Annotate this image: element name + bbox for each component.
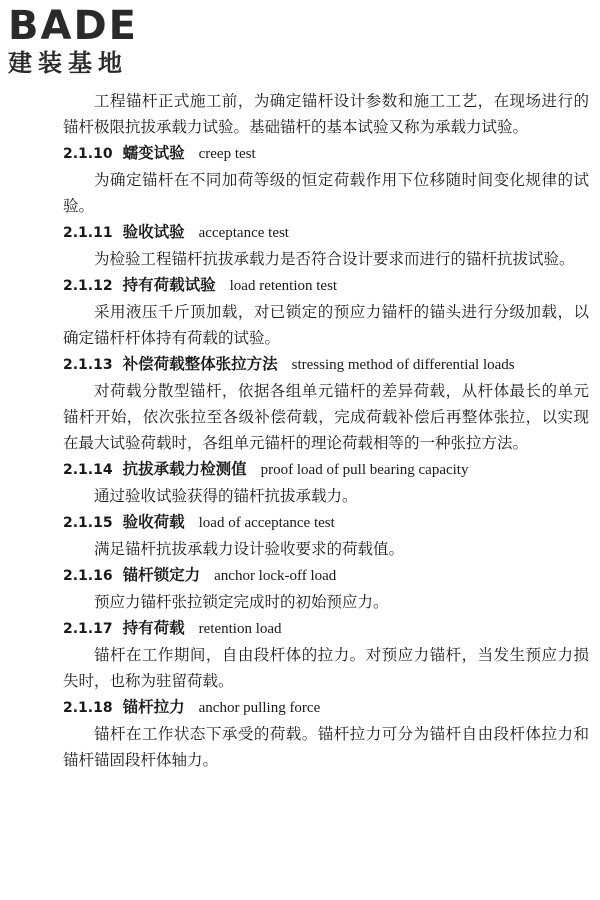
- term-number: 2.1.15: [63, 515, 113, 531]
- term-english: anchor lock-off load: [214, 568, 337, 584]
- term-english: creep test: [198, 146, 256, 162]
- term-number: 2.1.17: [63, 621, 113, 637]
- term-description: 通过验收试验获得的锚杆抗拔承载力。: [94, 487, 358, 505]
- term-chinese: 验收试验: [122, 222, 185, 241]
- term-english: stressing method of differential loads: [291, 357, 515, 373]
- term-description: 采用液压千斤顶加载，对已锁定的预应力锚杆的锚头进行分级加载，以确定锚杆杆体持有荷载的试验。: [63, 303, 589, 347]
- term-description: 锚杆在工作状态下承受的荷载。锚杆拉力可分为锚杆自由段杆体拉力和锚杆锚固段杆体轴力。: [63, 725, 589, 769]
- term-heading: [63, 615, 589, 642]
- term-number: 2.1.14: [63, 462, 113, 478]
- term-heading: [63, 562, 589, 589]
- term-english: load retention test: [229, 278, 338, 294]
- term-number: 2.1.11: [63, 225, 113, 241]
- logo-brand: BADE: [8, 3, 138, 49]
- term-description: 满足锚杆抗拔承载力设计验收要求的荷载值。: [94, 540, 405, 558]
- term-description: 对荷载分散型锚杆，依据各组单元锚杆的差异荷载，从杆体最长的单元锚杆开始，依次张拉至各级补偿荷载，完成荷载补偿后再整体张拉，以实现在最大试验荷载时，各组单元锚杆的理论荷载相等的一种张拉方法。: [63, 382, 589, 452]
- term-number: 2.1.13: [63, 357, 113, 373]
- term-heading: [63, 140, 589, 167]
- term-number: 2.1.10: [63, 146, 113, 162]
- term-english: anchor pulling force: [198, 700, 321, 716]
- term-heading: [63, 351, 589, 378]
- term-heading: [63, 509, 589, 536]
- term-english: retention load: [198, 621, 282, 637]
- term-chinese: 锚杆锁定力: [122, 565, 201, 584]
- term-number: 2.1.18: [63, 700, 113, 716]
- term-chinese: 持有荷载: [122, 618, 185, 637]
- logo-subtitle: 建装基地: [8, 49, 128, 77]
- term-heading: [63, 456, 589, 483]
- intro-paragraph: 工程锚杆正式施工前，为确定锚杆设计参数和施工工艺，在现场进行的锚杆极限抗拔承载力试验。基础锚杆的基本试验又称为承载力试验。: [63, 92, 589, 136]
- term-chinese: 验收荷载: [122, 512, 185, 531]
- document-body: [63, 88, 589, 773]
- bade-logo: [8, 4, 188, 84]
- term-description: 为检验工程锚杆抗拔承载力是否符合设计要求而进行的锚杆抗拔试验。: [94, 250, 575, 268]
- term-description: 锚杆在工作期间，自由段杆体的拉力。对预应力锚杆，当发生预应力损失时，也称为驻留荷载。: [63, 646, 589, 690]
- term-heading: [63, 219, 589, 246]
- term-description: 预应力锚杆张拉锁定完成时的初始预应力。: [94, 593, 389, 611]
- term-chinese: 补偿荷载整体张拉方法: [122, 354, 278, 373]
- term-heading: [63, 694, 589, 721]
- term-heading: [63, 272, 589, 299]
- term-english: load of acceptance test: [198, 515, 335, 531]
- term-chinese: 抗拔承载力检测值: [122, 459, 247, 478]
- term-chinese: 锚杆拉力: [122, 697, 185, 716]
- term-chinese: 蠕变试验: [122, 143, 185, 162]
- term-number: 2.1.16: [63, 568, 113, 584]
- term-english: proof load of pull bearing capacity: [260, 462, 469, 478]
- term-description: 为确定锚杆在不同加荷等级的恒定荷载作用下位移随时间变化规律的试验。: [63, 171, 589, 215]
- term-english: acceptance test: [198, 225, 289, 241]
- term-number: 2.1.12: [63, 278, 113, 294]
- term-chinese: 持有荷载试验: [122, 275, 216, 294]
